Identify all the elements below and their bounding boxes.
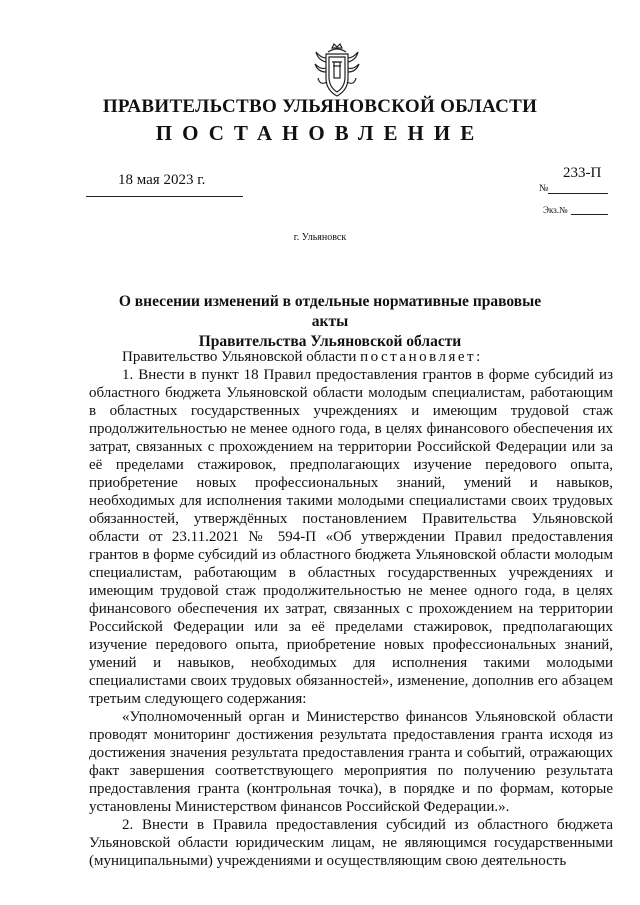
city: г. Ульяновск: [293, 232, 347, 243]
government-title: ПРАВИТЕЛЬСТВО УЛЬЯНОВСКОЙ ОБЛАСТИ: [102, 96, 538, 117]
date-underline: [86, 196, 243, 197]
document-type: ПОСТАНОВЛЕНИЕ: [155, 121, 485, 145]
number-label: №: [539, 183, 549, 194]
copy-number-underline: [571, 214, 608, 215]
subject-line-2: Правительства Ульяновской области: [198, 333, 462, 350]
paragraph-1: 1. Внести в пункт 18 Правил предоставления грантов в форме субсидий из областного бюджета Ульяновской области молодым специалистам, работающим в областных государственных учреждениях и имеющим трудовой стаж продолжительностью не менее одного года, в целях финансового обеспечения их затрат, связанных с прохождением на территории Российской Федерации или за её пределами стажировок, предполагающих изучение передового опыта, приобретение новых профессиональных знаний, умений и навыков, необходимых для исполнения такими молодыми специалистами своих трудовых обязанностей, утверждённых постановлением Правительства Ульяновской области от 23.11.2021 № 594-П «Об утверждении Правил предоставления грантов в форме субсидий из областного бюджета Ульяновской области молодым специалистам, работающим в областных государственных учреждениях и имеющим трудовой стаж продолжительностью не менее одного года, в целях финансового обеспечения их затрат, связанных с прохождением на территории Российской Федерации или за её пределами стажировок, предполагающих изучение передового опыта, приобретение новых профессиональных знаний, умений и навыков, необходимых для исполнения такими молодыми специалистами своих трудовых обязанностей», изменение, дополнив его абзацем третьим следующего содержания:: [89, 367, 613, 707]
intro-verb: постановляет:: [360, 349, 483, 365]
document-body: [89, 348, 613, 870]
document-date: 18 мая 2023 г.: [118, 172, 206, 188]
document-subject: [100, 292, 560, 352]
copy-number-label: Экз.№: [543, 205, 568, 215]
intro-prefix: Правительство Ульяновской области: [122, 349, 361, 365]
quoted-paragraph: «Уполномоченный орган и Министерство финансов Ульяновской области проводят мониторинг достижения результата предоставления гранта исходя из достижения значения результата предоставления гранта и событий, отражающих факт завершения соответствующего мероприятия по получению результата предоставления гранта (контрольная точка), в порядке и по формам, которые установлены Министерством финансов Российской Федерации.».: [89, 709, 613, 815]
subject-line-1: О внесении изменений в отдельные нормативные правовые акты: [118, 293, 542, 330]
number-underline: [548, 193, 608, 194]
intro-paragraph: [89, 348, 613, 366]
ulyanovsk-coat-of-arms-icon: [312, 42, 362, 100]
document-number: 233-П: [563, 165, 602, 181]
paragraph-2: 2. Внести в Правила предоставления субсидий из областного бюджета Ульяновской области юридическим лицам, не являющимся государственными (муниципальными) учреждениями и осуществляющим свою деятельность: [89, 817, 613, 869]
